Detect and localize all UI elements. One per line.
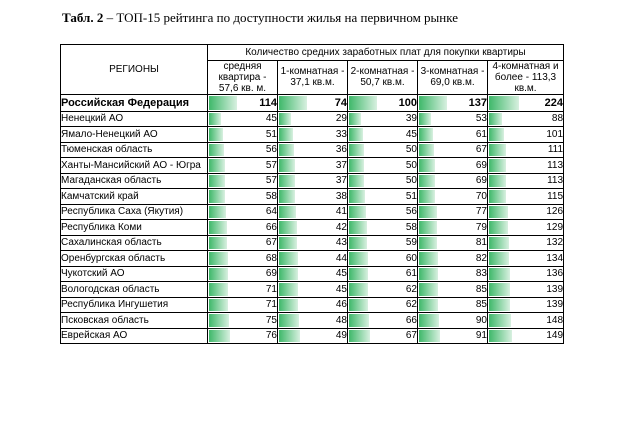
value-cell (208, 235, 278, 251)
value-cell (278, 158, 348, 174)
value-cell (278, 266, 348, 282)
data-bar (349, 175, 364, 188)
data-bar (489, 159, 506, 172)
value-number: 46 (335, 299, 347, 311)
value-cell (278, 127, 348, 143)
value-cell (418, 158, 488, 174)
data-bar (209, 283, 228, 296)
value-cell (488, 297, 564, 313)
table-row (61, 127, 564, 143)
data-bar (489, 206, 508, 219)
table-row (61, 220, 564, 236)
data-bar (279, 268, 298, 281)
value-number: 224 (544, 96, 564, 109)
value-cell (418, 328, 488, 344)
value-cell (348, 282, 418, 298)
value-cell (488, 328, 564, 344)
value-number: 77 (475, 206, 487, 218)
value-cell (208, 111, 278, 127)
value-cell (488, 251, 564, 267)
value-number: 60 (405, 252, 417, 264)
value-cell (488, 142, 564, 158)
regions-header: РЕГИОНЫ (61, 45, 208, 95)
value-number: 101 (546, 128, 564, 140)
value-number: 38 (335, 190, 347, 202)
value-cell (348, 142, 418, 158)
value-cell (278, 235, 348, 251)
value-cell (488, 220, 564, 236)
column-header: 1-комнатная - 37,1 кв.м. (278, 60, 348, 94)
value-cell (278, 328, 348, 344)
value-number: 114 (259, 96, 277, 109)
data-bar (489, 330, 512, 343)
data-bar (279, 190, 295, 203)
value-cell (208, 94, 278, 111)
value-number: 50 (405, 159, 417, 171)
region-name: Ненецкий АО (61, 111, 208, 127)
data-bar (279, 237, 297, 250)
data-bar (349, 237, 367, 250)
data-bar (489, 96, 519, 110)
table-row (61, 158, 564, 174)
value-cell (348, 266, 418, 282)
table-row (61, 204, 564, 220)
value-number: 85 (475, 299, 487, 311)
data-bar (489, 252, 509, 265)
value-number: 50 (405, 144, 417, 156)
region-name: Ханты-Мансийский АО - Югра (61, 158, 208, 174)
column-header: 3-комнатная - 69,0 кв.м. (418, 60, 488, 94)
data-bar (349, 96, 377, 110)
table-row (61, 328, 564, 344)
table-row (61, 251, 564, 267)
data-bar (279, 144, 294, 157)
value-cell (348, 297, 418, 313)
table-row (61, 235, 564, 251)
data-bar (419, 206, 437, 219)
value-number: 148 (546, 314, 564, 326)
value-cell (418, 282, 488, 298)
value-number: 113 (547, 159, 564, 171)
value-number: 64 (265, 206, 277, 218)
data-bar (209, 206, 226, 219)
value-number: 51 (265, 128, 277, 140)
region-name: Чукотский АО (61, 266, 208, 282)
value-cell (348, 204, 418, 220)
value-cell (348, 220, 418, 236)
data-bar (279, 283, 298, 296)
value-number: 115 (547, 190, 564, 202)
data-bar (489, 144, 506, 157)
region-name: Сахалинская область (61, 235, 208, 251)
value-number: 45 (265, 113, 277, 125)
value-number: 137 (468, 96, 487, 109)
value-cell (208, 158, 278, 174)
value-cell (418, 251, 488, 267)
data-bar (419, 330, 440, 343)
region-name: Российская Федерация (61, 94, 208, 111)
data-bar (279, 314, 299, 327)
data-bar (209, 221, 227, 234)
value-number: 126 (546, 206, 564, 218)
value-number: 37 (335, 159, 347, 171)
value-number: 58 (265, 190, 277, 202)
data-bar (489, 128, 504, 141)
data-bar (349, 252, 368, 265)
value-number: 56 (405, 206, 417, 218)
value-number: 67 (405, 330, 417, 342)
value-number: 71 (265, 283, 277, 295)
value-number: 45 (335, 268, 347, 280)
data-bar (209, 96, 237, 110)
value-number: 66 (405, 314, 417, 326)
column-header: 4-комнатная и более - 113,3 кв.м. (488, 60, 564, 94)
table-row (61, 142, 564, 158)
data-bar (419, 96, 447, 110)
value-cell (278, 251, 348, 267)
data-bar (489, 237, 509, 250)
value-number: 33 (335, 128, 347, 140)
data-bar (349, 221, 367, 234)
region-name: Магаданская область (61, 173, 208, 189)
value-number: 61 (405, 268, 417, 280)
data-bar (209, 299, 228, 312)
data-bar (489, 283, 510, 296)
value-number: 62 (405, 299, 417, 311)
value-cell (488, 158, 564, 174)
value-cell (418, 189, 488, 205)
value-cell (208, 282, 278, 298)
value-cell (488, 173, 564, 189)
value-number: 85 (475, 283, 487, 295)
data-bar (489, 175, 506, 188)
value-number: 81 (475, 237, 487, 249)
caption-label: Табл. 2 (62, 10, 104, 25)
rating-table (60, 44, 564, 344)
value-cell (488, 204, 564, 220)
data-bar (209, 330, 230, 343)
data-bar (419, 268, 438, 281)
value-number: 69 (475, 175, 487, 187)
data-bar (349, 113, 361, 126)
value-cell (278, 111, 348, 127)
value-cell (348, 313, 418, 329)
value-cell (488, 235, 564, 251)
data-bar (279, 159, 295, 172)
value-number: 75 (265, 314, 277, 326)
data-bar (209, 144, 224, 157)
table-row (61, 111, 564, 127)
value-number: 113 (547, 175, 564, 187)
value-number: 136 (546, 268, 564, 280)
value-cell (278, 282, 348, 298)
value-cell (208, 204, 278, 220)
data-bar (349, 159, 364, 172)
value-number: 48 (335, 314, 347, 326)
value-cell (208, 127, 278, 143)
value-cell (418, 235, 488, 251)
value-cell (278, 297, 348, 313)
value-cell (488, 189, 564, 205)
value-number: 44 (335, 252, 347, 264)
data-bar (349, 144, 364, 157)
value-cell (348, 189, 418, 205)
data-bar (489, 314, 511, 327)
value-cell (348, 94, 418, 111)
data-bar (349, 330, 370, 343)
value-cell (348, 235, 418, 251)
value-cell (418, 313, 488, 329)
data-bar (279, 128, 293, 141)
data-bar (419, 159, 435, 172)
value-number: 134 (546, 252, 564, 264)
value-cell (488, 282, 564, 298)
data-bar (419, 190, 435, 203)
value-number: 100 (398, 96, 417, 109)
value-number: 111 (547, 144, 564, 156)
data-bar (209, 175, 225, 188)
value-cell (208, 313, 278, 329)
value-cell (208, 189, 278, 205)
data-bar (349, 299, 368, 312)
value-number: 61 (475, 128, 487, 140)
table-row (61, 94, 564, 111)
value-cell (348, 111, 418, 127)
value-number: 42 (335, 221, 347, 233)
value-number: 67 (265, 237, 277, 249)
data-bar (279, 96, 307, 110)
value-cell (348, 158, 418, 174)
value-cell (418, 94, 488, 111)
value-number: 39 (405, 113, 417, 125)
data-bar (209, 113, 221, 126)
data-bar (419, 299, 438, 312)
region-name: Тюменская область (61, 142, 208, 158)
value-number: 88 (551, 113, 564, 125)
value-cell (208, 328, 278, 344)
data-bar (419, 144, 434, 157)
data-bar (209, 159, 225, 172)
value-cell (348, 127, 418, 143)
data-bar (419, 175, 435, 188)
data-bar (279, 113, 291, 126)
value-cell (208, 251, 278, 267)
value-cell (418, 297, 488, 313)
data-bar (209, 252, 228, 265)
value-cell (418, 111, 488, 127)
value-cell (278, 142, 348, 158)
value-number: 149 (546, 330, 564, 342)
value-number: 68 (265, 252, 277, 264)
data-bar (279, 206, 296, 219)
data-bar (419, 221, 437, 234)
value-cell (278, 313, 348, 329)
value-cell (278, 204, 348, 220)
value-number: 50 (405, 175, 417, 187)
data-bar (489, 268, 510, 281)
value-cell (418, 220, 488, 236)
value-number: 37 (335, 175, 347, 187)
table-row (61, 173, 564, 189)
value-number: 66 (265, 221, 277, 233)
data-bar (279, 175, 295, 188)
value-cell (488, 94, 564, 111)
region-name: Вологодская область (61, 282, 208, 298)
data-bar (489, 221, 508, 234)
value-cell (418, 204, 488, 220)
data-bar (209, 128, 223, 141)
value-number: 57 (265, 175, 277, 187)
value-number: 41 (335, 206, 347, 218)
value-number: 59 (405, 237, 417, 249)
value-number: 71 (265, 299, 277, 311)
region-name: Еврейская АО (61, 328, 208, 344)
table-row (61, 282, 564, 298)
value-number: 69 (265, 268, 277, 280)
value-number: 76 (265, 330, 277, 342)
data-bar (209, 190, 225, 203)
value-number: 139 (546, 299, 564, 311)
value-number: 51 (405, 190, 417, 202)
value-cell (418, 142, 488, 158)
value-number: 67 (475, 144, 487, 156)
region-name: Республика Коми (61, 220, 208, 236)
value-cell (418, 266, 488, 282)
data-bar (419, 237, 437, 250)
data-bar (489, 299, 510, 312)
data-bar (419, 314, 439, 327)
value-cell (278, 173, 348, 189)
value-number: 69 (475, 159, 487, 171)
value-number: 70 (475, 190, 487, 202)
data-bar (419, 128, 433, 141)
value-cell (348, 328, 418, 344)
region-name: Псковская область (61, 313, 208, 329)
data-bar (419, 283, 438, 296)
data-bar (349, 190, 365, 203)
data-bar (349, 314, 369, 327)
value-cell (418, 173, 488, 189)
value-cell (208, 173, 278, 189)
value-number: 79 (475, 221, 487, 233)
value-number: 56 (265, 144, 277, 156)
table-row (61, 189, 564, 205)
value-number: 58 (405, 221, 417, 233)
region-name: Республика Ингушетия (61, 297, 208, 313)
data-bar (419, 252, 438, 265)
column-header: 2-комнатная - 50,7 кв.м. (348, 60, 418, 94)
value-cell (208, 220, 278, 236)
data-bar (209, 268, 228, 281)
data-bar (209, 237, 227, 250)
value-number: 49 (335, 330, 347, 342)
table-caption (62, 10, 458, 26)
data-bar (349, 283, 368, 296)
value-cell (278, 94, 348, 111)
value-number: 139 (546, 283, 564, 295)
data-bar (349, 128, 363, 141)
value-number: 45 (405, 128, 417, 140)
value-number: 83 (475, 268, 487, 280)
value-number: 82 (475, 252, 487, 264)
value-cell (208, 297, 278, 313)
data-bar (489, 190, 506, 203)
caption-text: – ТОП-15 рейтинга по доступности жилья на первичном рынке (103, 10, 459, 25)
data-bar (419, 113, 431, 126)
value-cell (208, 142, 278, 158)
value-number: 57 (265, 159, 277, 171)
value-cell (488, 111, 564, 127)
value-number: 74 (334, 96, 347, 109)
value-cell (488, 313, 564, 329)
data-bar (279, 299, 298, 312)
value-number: 29 (335, 113, 347, 125)
value-cell (278, 189, 348, 205)
value-number: 132 (546, 237, 564, 249)
value-number: 36 (335, 144, 347, 156)
table-row (61, 297, 564, 313)
region-name: Оренбургская область (61, 251, 208, 267)
value-number: 53 (475, 113, 487, 125)
value-cell (348, 251, 418, 267)
data-bar (489, 113, 502, 126)
value-cell (488, 127, 564, 143)
table-row (61, 266, 564, 282)
data-bar (209, 314, 229, 327)
region-name: Республика Саха (Якутия) (61, 204, 208, 220)
value-number: 90 (475, 314, 487, 326)
table-row (61, 313, 564, 329)
value-number: 62 (405, 283, 417, 295)
data-bar (349, 268, 368, 281)
value-cell (278, 220, 348, 236)
value-number: 45 (335, 283, 347, 295)
data-bar (279, 330, 300, 343)
value-cell (348, 173, 418, 189)
value-number: 129 (546, 221, 564, 233)
region-name: Ямало-Ненецкий АО (61, 127, 208, 143)
column-header: средняя квартира - 57,6 кв. м. (208, 60, 278, 94)
group-header: Количество средних заработных плат для покупки квартиры (208, 45, 564, 61)
value-number: 91 (475, 330, 487, 342)
data-bar (279, 252, 298, 265)
value-cell (418, 127, 488, 143)
value-number: 43 (335, 237, 347, 249)
region-name: Камчатский край (61, 189, 208, 205)
data-bar (279, 221, 297, 234)
table-body (61, 94, 564, 344)
value-cell (488, 266, 564, 282)
data-bar (349, 206, 366, 219)
value-cell (208, 266, 278, 282)
